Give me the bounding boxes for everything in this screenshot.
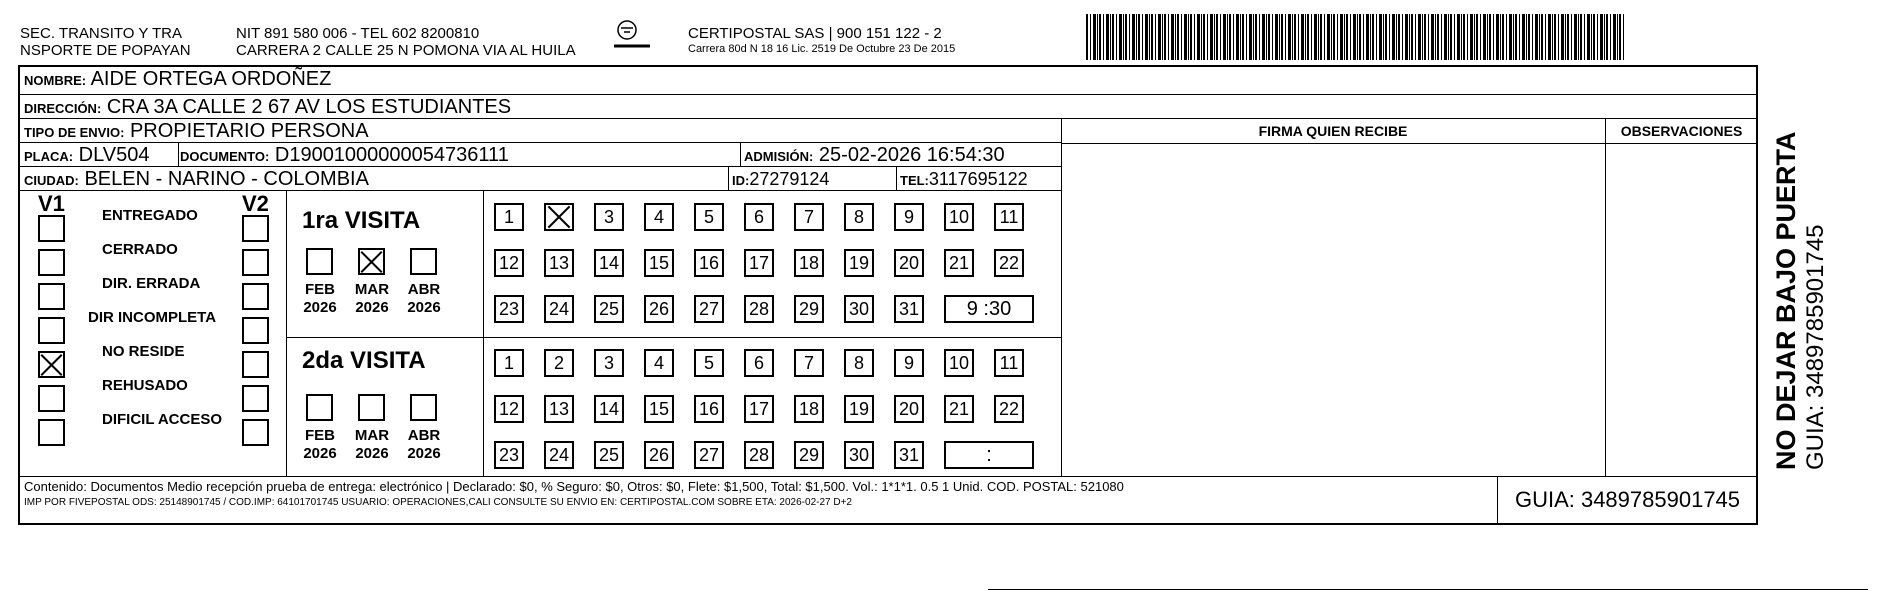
side-text xyxy=(1770,70,1830,470)
carrier-line-2: Carrera 80d N 18 16 Lic. 2519 De Octubre 23 De 2015 xyxy=(688,43,956,55)
visit1-day-box[interactable]: 15 xyxy=(644,249,674,277)
visit2-month-checkbox[interactable] xyxy=(358,394,385,421)
visit2-day-box[interactable]: 23 xyxy=(494,441,524,469)
visit2-time-box[interactable]: : xyxy=(944,441,1034,469)
visit2-day-box[interactable]: 7 xyxy=(794,349,824,377)
placa-row: PLACA: DLV504 DOCUMENTO: D19001000000054736111 ADMISIÓN: 25-02-2026 16:54:30 xyxy=(20,143,1061,167)
tipo-value: PROPIETARIO PERSONA xyxy=(129,120,369,142)
visit2-month-label: MAR 2026 xyxy=(354,427,390,462)
visit2-day-box[interactable]: 1 xyxy=(494,349,524,377)
status-option-label: ENTREGADO xyxy=(102,207,198,224)
visit1-day-box[interactable]: 17 xyxy=(744,249,774,277)
v1-checkbox[interactable] xyxy=(38,283,65,310)
sender-contact xyxy=(236,25,576,59)
visit1-day-box[interactable]: 4 xyxy=(644,203,674,231)
visit2-day-box[interactable]: 16 xyxy=(694,395,724,423)
status-option-label: DIFICIL ACCESO xyxy=(102,411,223,428)
visit1-day-box[interactable]: 12 xyxy=(494,249,524,277)
visit1-day-box[interactable]: 10 xyxy=(944,203,974,231)
visit2-day-box[interactable]: 26 xyxy=(644,441,674,469)
ciudad-value: BELEN - NARINO - COLOMBIA xyxy=(84,168,369,190)
v1-checkbox[interactable] xyxy=(38,317,65,344)
visit1-day-box[interactable]: 26 xyxy=(644,295,674,323)
visit1-month-label: MAR 2026 xyxy=(354,281,390,316)
visit1-month-checkbox[interactable] xyxy=(306,248,333,275)
nombre-value: AIDE ORTEGA ORDOÑEZ xyxy=(90,68,332,90)
visit1-month-label: FEB 2026 xyxy=(303,281,337,316)
status-option-label: DIR INCOMPLETA xyxy=(88,309,217,326)
delivery-form xyxy=(18,65,1758,525)
v2-checkbox[interactable] xyxy=(242,351,269,378)
visit1-day-box[interactable]: 19 xyxy=(844,249,874,277)
visit1-day-box[interactable]: 18 xyxy=(794,249,824,277)
status-option-label: REHUSADO xyxy=(102,377,188,394)
visit1-day-box[interactable]: 21 xyxy=(944,249,974,277)
ciudad-row: CIUDAD: BELEN - NARINO - COLOMBIA ID:27279124 TEL:3117695122 xyxy=(20,167,1061,191)
visit1-month-checkbox[interactable] xyxy=(410,248,437,275)
sender-line-1: SEC. TRANSITO Y TRA xyxy=(20,25,182,42)
v1-checkbox[interactable] xyxy=(38,419,65,446)
visit2-month-checkbox[interactable] xyxy=(410,394,437,421)
visit2-day-box[interactable]: 20 xyxy=(894,395,924,423)
footer-guia: GUIA: 3489785901745 xyxy=(1514,487,1741,512)
visit1-day-box[interactable]: 28 xyxy=(744,295,774,323)
placa-value: DLV504 xyxy=(78,144,150,166)
visit2-day-box[interactable]: 13 xyxy=(544,395,574,423)
v2-label: V2 xyxy=(242,191,269,216)
visit2-day-box[interactable]: 12 xyxy=(494,395,524,423)
nombre-row: NOMBRE: AIDE ORTEGA ORDOÑEZ xyxy=(20,67,1756,95)
barcode xyxy=(1086,14,1626,60)
visit1-day-box[interactable] xyxy=(544,203,574,231)
visit1-title: 1ra VISITA xyxy=(302,207,421,234)
visit2-day-box[interactable]: 3 xyxy=(594,349,624,377)
firma-header: FIRMA QUIEN RECIBE xyxy=(1258,123,1408,139)
visit2-day-box[interactable]: 21 xyxy=(944,395,974,423)
visit1-day-box[interactable]: 9 xyxy=(894,203,924,231)
v1-checkbox[interactable] xyxy=(38,249,65,276)
v1-checkbox[interactable] xyxy=(38,351,65,378)
v2-checkbox[interactable] xyxy=(242,419,269,446)
v2-checkbox[interactable] xyxy=(242,317,269,344)
side-warning: NO DEJAR BAJO PUERTA xyxy=(1771,131,1801,470)
sender-name xyxy=(20,25,191,59)
visit2-day-box[interactable]: 9 xyxy=(894,349,924,377)
visit1-month-label: ABR 2026 xyxy=(407,281,441,316)
visit1-day-box[interactable]: 7 xyxy=(794,203,824,231)
visit2-day-box[interactable]: 11 xyxy=(994,349,1024,377)
visit2-day-box[interactable]: 10 xyxy=(944,349,974,377)
visit2-title: 2da VISITA xyxy=(302,347,426,374)
tel-value: 3117695122 xyxy=(928,169,1028,189)
visit1-day-box[interactable]: 24 xyxy=(544,295,574,323)
visit2-month-label: FEB 2026 xyxy=(303,427,337,462)
visit1-time-box[interactable]: 9 :30 xyxy=(944,295,1034,323)
visit1-day-box[interactable]: 29 xyxy=(794,295,824,323)
visit1-day-box[interactable]: 14 xyxy=(594,249,624,277)
certipostal-logo xyxy=(612,18,652,52)
visit1-month-checkbox[interactable] xyxy=(358,248,385,275)
visit2-day-box[interactable]: 4 xyxy=(644,349,674,377)
v2-checkbox[interactable] xyxy=(242,249,269,276)
visit1-day-box[interactable]: 27 xyxy=(694,295,724,323)
visit2-month-label: ABR 2026 xyxy=(407,427,441,462)
observaciones-header: OBSERVACIONES xyxy=(1620,123,1743,139)
status-option-label: NO RESIDE xyxy=(102,343,185,360)
visit2-day-box[interactable]: 18 xyxy=(794,395,824,423)
visit1-day-box[interactable]: 30 xyxy=(844,295,874,323)
visit2-day-box[interactable]: 17 xyxy=(744,395,774,423)
visit1-day-box[interactable]: 5 xyxy=(694,203,724,231)
v2-checkbox[interactable] xyxy=(242,215,269,242)
tipo-row: TIPO DE ENVIO: PROPIETARIO PERSONA xyxy=(20,119,1061,143)
visit2-day-box[interactable]: 15 xyxy=(644,395,674,423)
visit2-day-box[interactable]: 19 xyxy=(844,395,874,423)
carrier-line-1: CERTIPOSTAL SAS | 900 151 122 - 2 xyxy=(688,25,942,42)
v1-label: V1 xyxy=(38,191,65,216)
footer-line-1: Contenido: Documentos Medio recepción prueba de entrega: electrónico | Declarado: $0, % Seguro: $0, Otros: $0, Flete: $1,500, Total: $1,500. Vol.: 1*1*1. 0.5 1 Unid. COD. POSTAL: 521080 xyxy=(24,479,1124,494)
visit1-day-box[interactable]: 11 xyxy=(994,203,1024,231)
visit2-day-box[interactable]: 5 xyxy=(694,349,724,377)
visit2-day-box[interactable]: 29 xyxy=(794,441,824,469)
visit1-day-box[interactable]: 20 xyxy=(894,249,924,277)
visit2-day-box[interactable]: 8 xyxy=(844,349,874,377)
direccion-row: DIRECCIÓN: CRA 3A CALLE 2 67 AV LOS ESTUDIANTES xyxy=(20,95,1756,119)
v2-checkbox[interactable] xyxy=(242,385,269,412)
visit2-day-box[interactable]: 27 xyxy=(694,441,724,469)
visit1-day-box[interactable]: 22 xyxy=(994,249,1024,277)
status-option-label: CERRADO xyxy=(102,241,178,258)
id-value: 27279124 xyxy=(749,169,830,189)
status-option-label: DIR. ERRADA xyxy=(102,275,201,292)
visit1-day-box[interactable]: 13 xyxy=(544,249,574,277)
visit2-day-box[interactable]: 6 xyxy=(744,349,774,377)
visit2-month-checkbox[interactable] xyxy=(306,394,333,421)
visit2-day-box[interactable]: 28 xyxy=(744,441,774,469)
visit1-day-box[interactable]: 25 xyxy=(594,295,624,323)
visit1-day-box[interactable]: 3 xyxy=(594,203,624,231)
visit1-day-box[interactable]: 8 xyxy=(844,203,874,231)
visit2-day-box[interactable]: 22 xyxy=(994,395,1024,423)
visit1-day-box[interactable]: 16 xyxy=(694,249,724,277)
footer-line-2: IMP POR FIVEPOSTAL ODS: 25148901745 / COD.IMP: 64101701745 USUARIO: OPERACIONES,CALI CONSULTE SU ENVIO EN: CERTIPOSTAL.COM SOBRE ETA: 2026-02-27 D+2 xyxy=(24,497,852,508)
visit2-day-box[interactable]: 25 xyxy=(594,441,624,469)
visit2-day-box[interactable]: 24 xyxy=(544,441,574,469)
visit1-day-box[interactable]: 31 xyxy=(894,295,924,323)
visit2-day-box[interactable]: 14 xyxy=(594,395,624,423)
visit1-day-box[interactable]: 1 xyxy=(494,203,524,231)
direccion-value: CRA 3A CALLE 2 67 AV LOS ESTUDIANTES xyxy=(106,96,512,118)
side-guia: GUIA: 3489785901745 xyxy=(1802,224,1829,470)
sender-line-2: NSPORTE DE POPAYAN xyxy=(20,42,191,59)
carrier-info xyxy=(688,25,955,56)
visit2-day-box[interactable]: 30 xyxy=(844,441,874,469)
v2-checkbox[interactable] xyxy=(242,283,269,310)
documento-value: D19001000000054736111 xyxy=(274,144,509,166)
v1-checkbox[interactable] xyxy=(38,385,65,412)
visit1-day-box[interactable]: 23 xyxy=(494,295,524,323)
address-line: CARRERA 2 CALLE 25 N POMONA VIA AL HUILA xyxy=(236,42,576,59)
visit2-day-box[interactable]: 2 xyxy=(544,349,574,377)
nit-line: NIT 891 580 006 - TEL 602 8200810 xyxy=(236,25,480,42)
visit1-day-box[interactable]: 6 xyxy=(744,203,774,231)
admision-value: 25-02-2026 16:54:30 xyxy=(818,144,1005,166)
footer-text xyxy=(24,479,1494,511)
visit2-day-box[interactable]: 31 xyxy=(894,441,924,469)
v1-checkbox[interactable] xyxy=(38,215,65,242)
